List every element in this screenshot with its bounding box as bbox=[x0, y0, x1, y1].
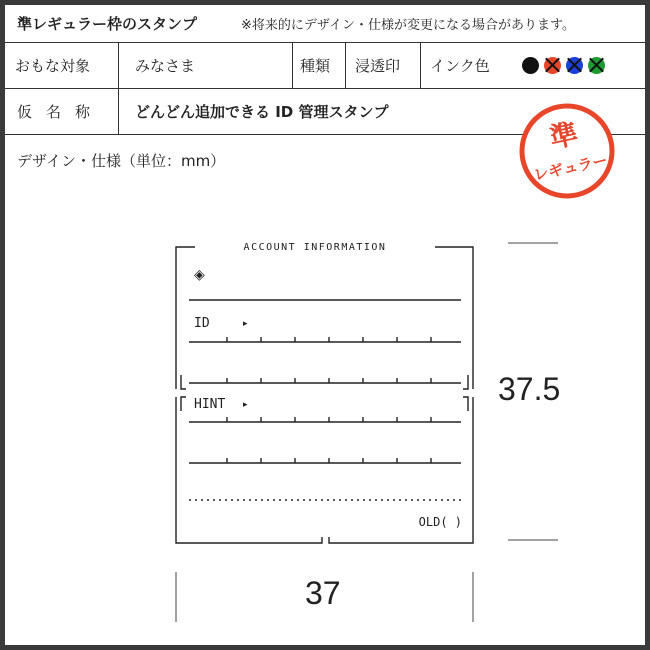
design-spec-label: デザイン・仕様（単位：mm） bbox=[17, 152, 226, 170]
seal-top-text: 準 bbox=[546, 116, 581, 155]
change-notice: ※将来的にデザイン・仕様が変更になる場合があります。 bbox=[241, 18, 575, 33]
inner-bracket bbox=[181, 397, 186, 411]
inner-bracket bbox=[463, 397, 468, 411]
height-dimension: 37.5 bbox=[498, 371, 561, 407]
stamp-frame-top-left bbox=[176, 247, 195, 389]
stamp-heading: ACCOUNT INFORMATION bbox=[243, 242, 387, 253]
stamp-frame-bottom-left bbox=[176, 397, 322, 543]
arrow-icon: ▸ bbox=[243, 400, 248, 410]
diamond-icon: ◈ bbox=[194, 267, 205, 283]
old-label: OLD( ) bbox=[418, 515, 462, 529]
name-value: どんどん追加できる ID 管理スタンプ bbox=[135, 103, 389, 121]
inner-bracket bbox=[463, 375, 468, 389]
width-dimension: 37 bbox=[305, 575, 341, 611]
id-label: ID bbox=[194, 316, 210, 331]
stamp-frame-top-right bbox=[435, 247, 473, 389]
tick-marks bbox=[227, 337, 431, 463]
stamp-diagram bbox=[5, 5, 645, 645]
ink-label: インク色 bbox=[430, 57, 490, 75]
target-value: みなさま bbox=[135, 57, 196, 75]
seal-bottom-text: レギュラー bbox=[531, 151, 610, 185]
name-label: 仮名称 bbox=[17, 103, 105, 121]
arrow-icon: ▸ bbox=[243, 319, 248, 329]
hint-label: HINT bbox=[194, 397, 226, 412]
inner-bracket bbox=[181, 375, 186, 389]
kind-value: 浸透印 bbox=[355, 57, 401, 75]
target-label: おもな対象 bbox=[15, 57, 91, 75]
spec-sheet bbox=[5, 5, 645, 645]
page-title: 準レギュラー枠のスタンプ bbox=[17, 15, 198, 33]
kind-label: 種類 bbox=[300, 57, 331, 75]
